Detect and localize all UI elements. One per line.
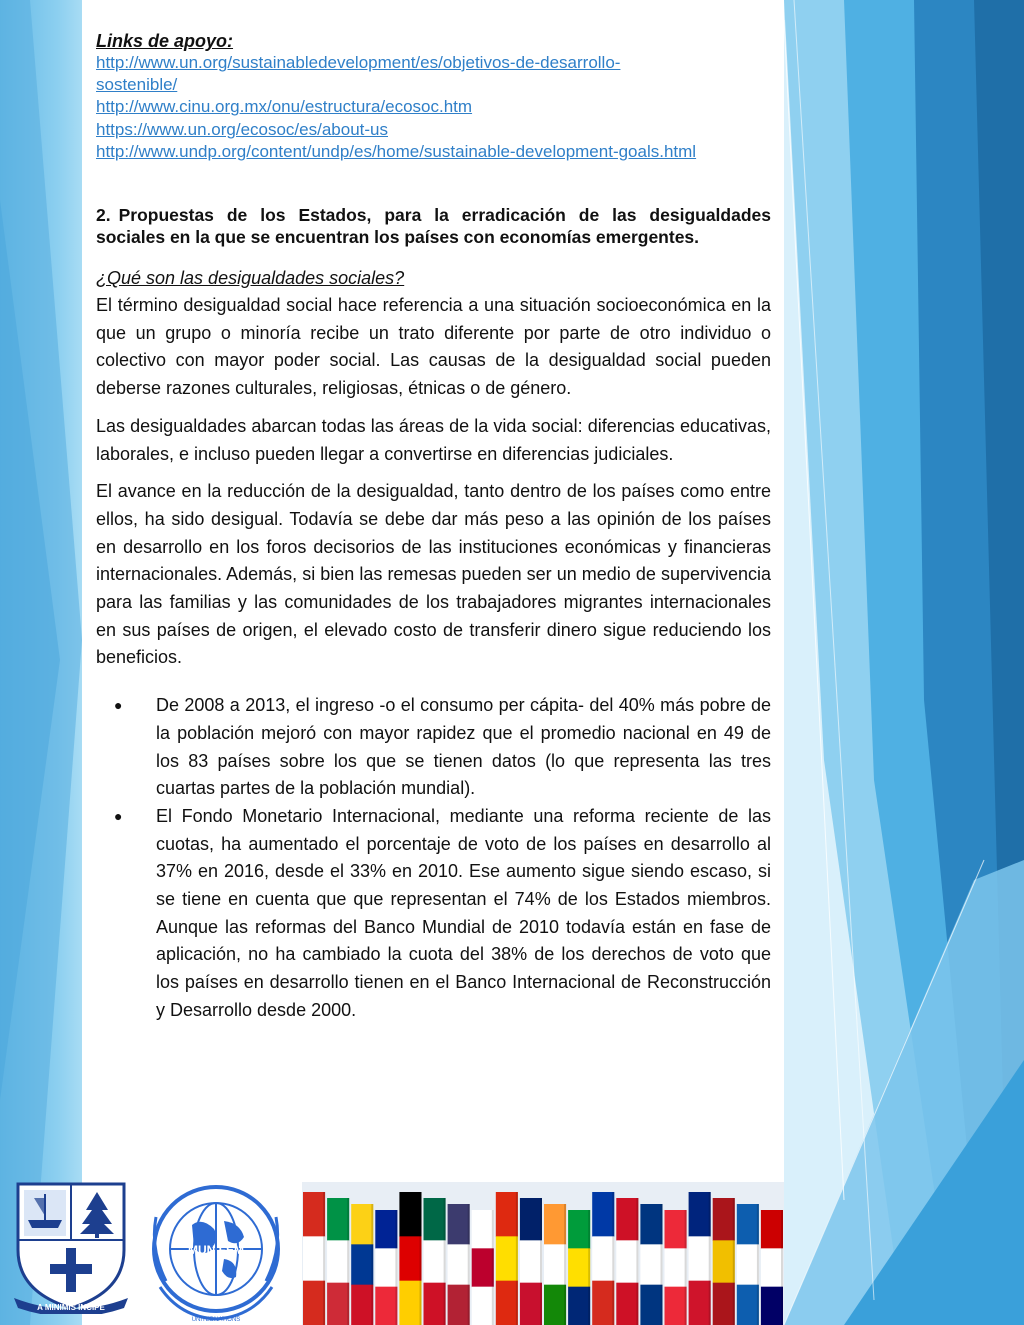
- bullet-icon: ●: [114, 807, 123, 824]
- flag-15: [640, 1204, 662, 1325]
- flag-4: [375, 1210, 397, 1325]
- flag-17: [689, 1192, 711, 1325]
- un-logo-text: MUN FEM: [188, 1243, 244, 1257]
- school-crest-logo: [12, 1180, 130, 1314]
- list-item: [96, 692, 771, 803]
- flag-6: [424, 1198, 446, 1325]
- flag-7: [448, 1204, 470, 1325]
- link-un-sdg-1[interactable]: http://www.un.org/sustainabledevelopment/es/objetivos-de-desarrollo-: [96, 53, 621, 72]
- flag-5: [399, 1192, 421, 1325]
- link-un-ecosoc[interactable]: https://www.un.org/ecosoc/es/about-us: [96, 119, 388, 139]
- paragraph-3: El avance en la reducción de la desigualdad, tanto dentro de los países como entre ellos, ha sido desigual. Todavía se debe dar más peso a las opinión de los países en desarrollo en los foros decisorios de las instituciones económicas y financieras internacionales. Además, si bien las remesas pueden ser un medio de supervivencia para las familias y las comunidades de los trabajadores migrantes internacionales en sus países de origen, el elevado costo de transferir dinero sigue reduciendo los beneficios.: [96, 481, 771, 668]
- world-flags-banner: [302, 1182, 784, 1325]
- bullet-text-1: De 2008 a 2013, el ingreso -o el consumo per cápita- del 40% más pobre de la población mejoró con mayor rapidez que el promedio nacional en 49 de los 83 países sobre los que se tienen datos (lo que representa las tres cuartas partes de la población mundial).: [156, 695, 771, 799]
- bullet-list: [96, 692, 771, 1024]
- flag-14: [616, 1198, 638, 1325]
- link-undp-sdg[interactable]: http://www.undp.org/content/undp/es/home/sustainable-development-goals.html: [96, 141, 697, 161]
- paragraph-1: El término desigualdad social hace referencia a una situación socioeconómica en la que un grupo o minoría recibe un trato diferente por parte de otro individuo o colectivo con mayor poder social. Las causas de la desigualdad social pueden deberse razones culturales, religiosas, étnicas o de género.: [96, 295, 771, 399]
- separator-rule: ____________________________________________________________________________________________: [96, 164, 721, 179]
- flag-11: [544, 1204, 566, 1325]
- section-question: ¿Qué son las desigualdades sociales?: [96, 268, 405, 289]
- link-cinu-ecosoc[interactable]: http://www.cinu.org.mx/onu/estructura/ecosoc.htm: [96, 97, 473, 117]
- flag-8: [472, 1210, 494, 1325]
- links-title: Links de apoyo:: [96, 31, 234, 51]
- flag-10: [520, 1198, 542, 1325]
- flag-12: [568, 1210, 590, 1325]
- link-un-sdg-2[interactable]: sostenible/: [96, 75, 178, 95]
- list-item: [96, 803, 771, 1025]
- flag-19: [737, 1204, 759, 1325]
- bullet-icon: ●: [114, 697, 123, 714]
- right-decorative-panel: [784, 0, 1024, 1325]
- crest-motto: A MINIMIS INCIPE: [37, 1303, 105, 1312]
- flag-2: [327, 1198, 349, 1325]
- flag-16: [665, 1210, 687, 1325]
- mun-fem-logo: [140, 1177, 292, 1325]
- section-heading: [96, 204, 771, 248]
- section-heading-text: Propuestas de los Estados, para la erradicación de las desigualdades sociales en la que se encuentran los países con economías emergentes.: [96, 205, 771, 248]
- section-number: 2.: [96, 205, 111, 226]
- document-content: [96, 30, 771, 1025]
- flag-9: [496, 1192, 518, 1325]
- flag-13: [592, 1192, 614, 1325]
- flag-3: [351, 1204, 373, 1325]
- left-decorative-arrow: [0, 0, 82, 1325]
- flag-20: [761, 1210, 783, 1325]
- flag-1: [303, 1192, 325, 1325]
- bullet-text-2: El Fondo Monetario Internacional, mediante una reforma reciente de las cuotas, ha aumentado el porcentaje de voto de los países en desarrollo al 37% en 2016, desde el 33% en 2010. Ese aumento sigue siendo escaso, si se tiene en cuenta que que representan el 74% de los Estados miembros. Aunque las reformas del Banco Mundial de 2010 todavía están en fase de aplicación, no ha cambiado la cuota del 38% de los derechos de voto que los países en desarrollo tienen en el Banco Internacional de Reconstrucción y Desarrollo desde 2000.: [156, 805, 771, 1020]
- un-logo-ring-text: UNITEDNATIONS: [191, 1317, 241, 1323]
- paragraph-2: Las desigualdades abarcan todas las áreas de la vida social: diferencias educativas, laborales, e incluso pueden llegar a convertirse en diferencias judiciales.: [96, 415, 771, 464]
- flag-18: [713, 1198, 735, 1325]
